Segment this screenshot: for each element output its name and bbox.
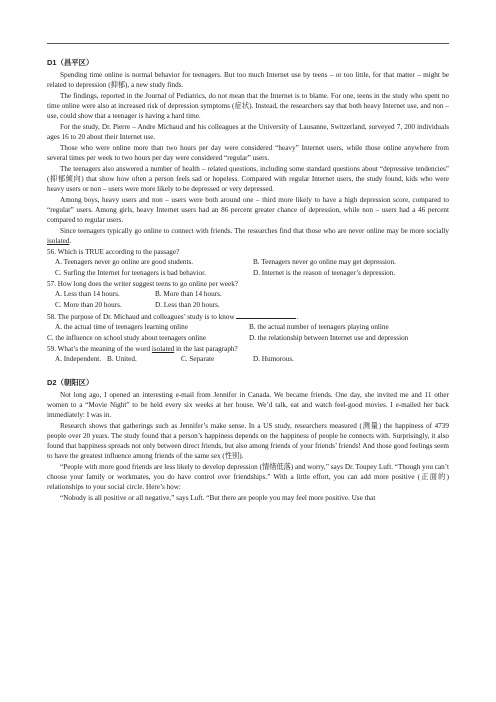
q58-option-b: B. the actual number of teenagers playing online xyxy=(249,323,389,331)
d1-paragraph: The findings, reported in the Journal of Pediatrics, do not mean that the Internet is to blame. For one, teens in the study who spent no time online were also at increased risk of depression symptoms (症状). Instead, the researchers say that both heavy Internet use, and non – use, could show that a teenager is having a hard time. xyxy=(47,92,449,120)
d1-last-prefix: Since teenagers typically go online to connect with friends. The researches find that those who are never online may be more socially xyxy=(60,227,449,235)
section-header-d1: D1（昌平区） xyxy=(47,58,94,67)
q56-options-row2 xyxy=(47,268,449,278)
question-58 xyxy=(47,311,449,322)
q58-options-row2 xyxy=(47,333,449,343)
d2-paragraph: Research shows that gatherings such as Jennifer’s make sense. In a US study, researchers measured (测量) the happiness of 4739 people over 20 years. The study found that a person’s happiness depends on the happiness of people he connects with. Surprisingly, it also found that happiness spreads not only between direct friends, but also among friends of your friends’ friends! And those good feelings seem to have the greatest influence among friends of the same sex (性别). xyxy=(47,422,449,460)
q59-option-b: B. United. xyxy=(107,355,137,363)
q58-option-a: A. the actual time of teenagers learning online xyxy=(55,323,188,331)
question-59 xyxy=(47,344,449,354)
document-body xyxy=(47,58,449,504)
q58-option-c: C. the influence on school study about teenagers online xyxy=(47,334,207,342)
answer-blank xyxy=(236,311,299,321)
q56-option-c: C. Surfing the Internet for teenagers is bad behavior. xyxy=(55,269,206,277)
q59-option-d: D. Humorous. xyxy=(253,355,294,363)
q57-option-a: A. Less than 14 hours. xyxy=(55,290,120,298)
q57-options-row1 xyxy=(47,289,449,299)
d1-last-paragraph xyxy=(47,226,449,246)
header-rule xyxy=(47,43,449,44)
q56-option-a: A. Teenagers never go online are good students. xyxy=(55,258,194,266)
d1-paragraph: Spending time online is normal behavior for teenagers. But too much Internet use by teens – or too little, for that matter – might be related to depression (抑郁), a new study finds. xyxy=(47,71,449,89)
d2-paragraph: “People with more good friends are less likely to develop depression (情绪低落) and worry,” says Dr. Toupey Luft. “Though you can’t choose your family or workmates, you do have control over friendships.” With a little effort, you can add more positive (正面的) relationships to your social circle. Here’s how: xyxy=(47,463,449,491)
section-header-d2: D2（朝阳区） xyxy=(47,378,94,387)
underlined-word: isolated xyxy=(47,237,70,245)
q58-text: 58. The purpose of Dr. Michaud and colleagues’ study is to know xyxy=(47,313,235,321)
d1-paragraph: The teenagers also answered a number of health – related questions, including some standard questions about “depressive tendencies” (抑郁倾向) that show how often a person feels sad or hopeless. Compared with regular Internet users, the study found, kids who were heavy users or non – users were more likely to be depressed or very depressed. xyxy=(47,165,449,193)
q57-options-row2 xyxy=(47,300,449,310)
d1-last-suffix: . xyxy=(69,237,72,245)
d1-paragraph: For the study, Dr. Pierre – Andre Michaud and his colleagues at the University of Lausanne, Switzerland, surveyed 7, 200 individuals ages 16 to 20 about their Internet use. xyxy=(47,123,449,141)
q58-options-row1 xyxy=(47,322,449,332)
d2-paragraph: “Nobody is all positive or all negative,” says Luft. “But there are people you may feel more positive. Use that xyxy=(60,494,376,502)
question-57: 57. How long does the writer suggest teens to go online per week? xyxy=(47,280,239,288)
q59-option-c: C. Separate xyxy=(181,355,215,363)
q59-prefix: 59. What’s the meaning of the word xyxy=(47,345,152,353)
d1-paragraph: Those who were online more than two hours per day were considered “heavy” Internet users, while those online anywhere from several times per week to two hours per day were considered “regular” users. xyxy=(47,144,449,162)
q57-option-d: D. Less than 20 hours. xyxy=(155,301,220,309)
q56-option-b: B. Teenagers never go online may get depression. xyxy=(253,258,396,266)
q56-options-row1 xyxy=(47,257,449,267)
q59-option-a: A. Independent. xyxy=(55,355,102,363)
q58-end: . xyxy=(296,313,299,321)
q59-options xyxy=(47,354,449,364)
q59-suffix: in the last paragraph? xyxy=(174,345,238,353)
q57-option-b: B. More than 14 hours. xyxy=(155,290,222,298)
q58-option-d: D. the relationship between Internet use and depression xyxy=(249,334,409,342)
question-56: 56. Which is TRUE according to the passage? xyxy=(47,248,180,256)
d1-paragraph: Among boys, heavy users and non – users were both around one – third more likely to have a high depression score, compared to “regular” users. Among girls, heavy Internet users had an 86 percent greater chance of depression, while non – users had a 46 percent compared to regular users. xyxy=(47,196,449,224)
q57-option-c: C. More than 20 hours. xyxy=(55,301,122,309)
q59-word: isolated xyxy=(151,345,175,353)
q56-option-d: D. Internet is the reason of teenager’s depression. xyxy=(253,269,396,277)
d2-paragraph: Not long ago, I opened an interesting e-mail from Jennifer in Canada. We became friends. One day, she invited me and 11 other women to a “Movie Night” to be held every six weeks at her house. We’d talk, eat and watch feel-good movies. I e-mailed her back immediately: I was in. xyxy=(47,391,449,419)
